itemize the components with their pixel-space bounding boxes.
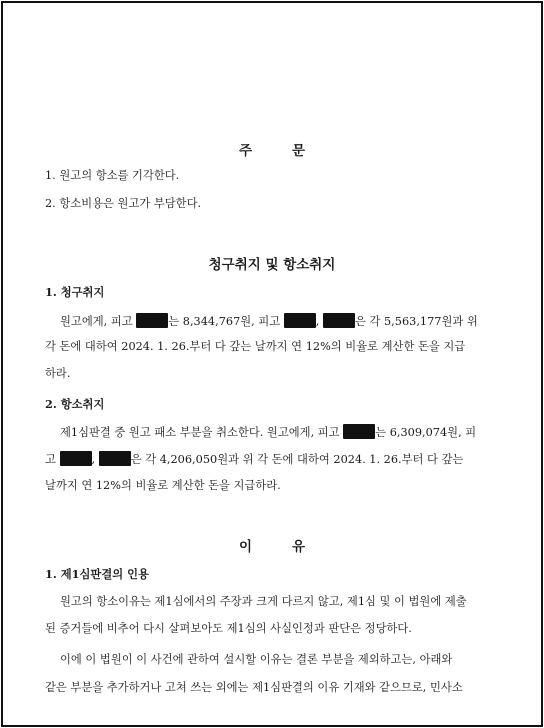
section-heading: 1. 제1심판결의 인용 xyxy=(45,567,149,581)
appeal-text-e: 은 각 4,206,050원과 위 각 돈에 대하여 2024. 1. 26.부터 다 갚는 xyxy=(130,453,464,466)
redaction-box xyxy=(284,313,316,328)
claim-text-c: , xyxy=(315,315,320,328)
appeal-text-d: , xyxy=(91,453,96,466)
order-title-char-2: 문 xyxy=(292,143,306,159)
appeal-text-b: 는 6,309,074원, 피 xyxy=(375,426,477,439)
claim-text-a: 원고에게, 피고 xyxy=(60,315,133,328)
appeal-text-c: 고 xyxy=(45,453,56,466)
claims-title: 청구취지 및 항소취지 xyxy=(208,257,336,273)
claim-line-3: 하라. xyxy=(45,367,71,380)
reasons-title xyxy=(3,535,541,555)
claim-heading: 1. 청구취지 xyxy=(45,285,105,299)
claim-line-2: 각 돈에 대하여 2024. 1. 26.부터 다 갚는 날까지 연 12%의 비율로 계산한 돈을 지급 xyxy=(45,340,466,353)
order-item-2: 2. 항소비용은 원고가 부담한다. xyxy=(45,197,202,210)
appeal-line-3: 날까지 연 12%의 비율로 계산한 돈을 지급하라. xyxy=(45,479,281,492)
claim-text-d: 은 각 5,563,177원과 위 xyxy=(354,315,478,328)
redaction-box xyxy=(99,451,131,466)
paragraph-2-line-2: 같은 부분을 추가하거나 고쳐 쓰는 외에는 제1심판결의 이유 기재와 같으므로, 민사소 xyxy=(45,681,463,694)
reasons-title-char-2: 유 xyxy=(292,539,306,555)
appeal-text-a: 제1심판결 중 원고 패소 부분을 취소한다. 원고에게, 피고 xyxy=(60,426,340,439)
appeal-line-2 xyxy=(45,451,463,467)
appeal-heading: 2. 항소취지 xyxy=(45,397,105,411)
redaction-box xyxy=(323,313,355,328)
appeal-line-1 xyxy=(60,424,476,440)
order-title xyxy=(3,139,541,159)
paragraph-1-line-1: 원고의 항소이유는 제1심에서의 주장과 크게 다르지 않고, 제1심 및 이 법원에 제출 xyxy=(60,595,467,608)
document-page xyxy=(1,1,543,727)
order-item-1: 1. 원고의 항소를 기각한다. xyxy=(45,169,180,182)
reasons-title-char-1: 이 xyxy=(238,539,252,555)
redaction-box xyxy=(343,424,375,439)
paragraph-1-line-2: 된 증거들에 비추어 다시 살펴보아도 제1심의 사실인정과 판단은 정당하다. xyxy=(45,622,412,635)
redaction-box xyxy=(60,451,92,466)
order-title-char-1: 주 xyxy=(238,143,252,159)
claim-line-1 xyxy=(60,313,478,329)
redaction-box xyxy=(136,313,168,328)
paragraph-2-line-1: 이에 이 법원이 이 사건에 관하여 설시할 이유는 결론 부분을 제외하고는, 아래와 xyxy=(60,653,453,666)
claim-text-b: 는 8,344,767원, 피고 xyxy=(168,315,281,328)
